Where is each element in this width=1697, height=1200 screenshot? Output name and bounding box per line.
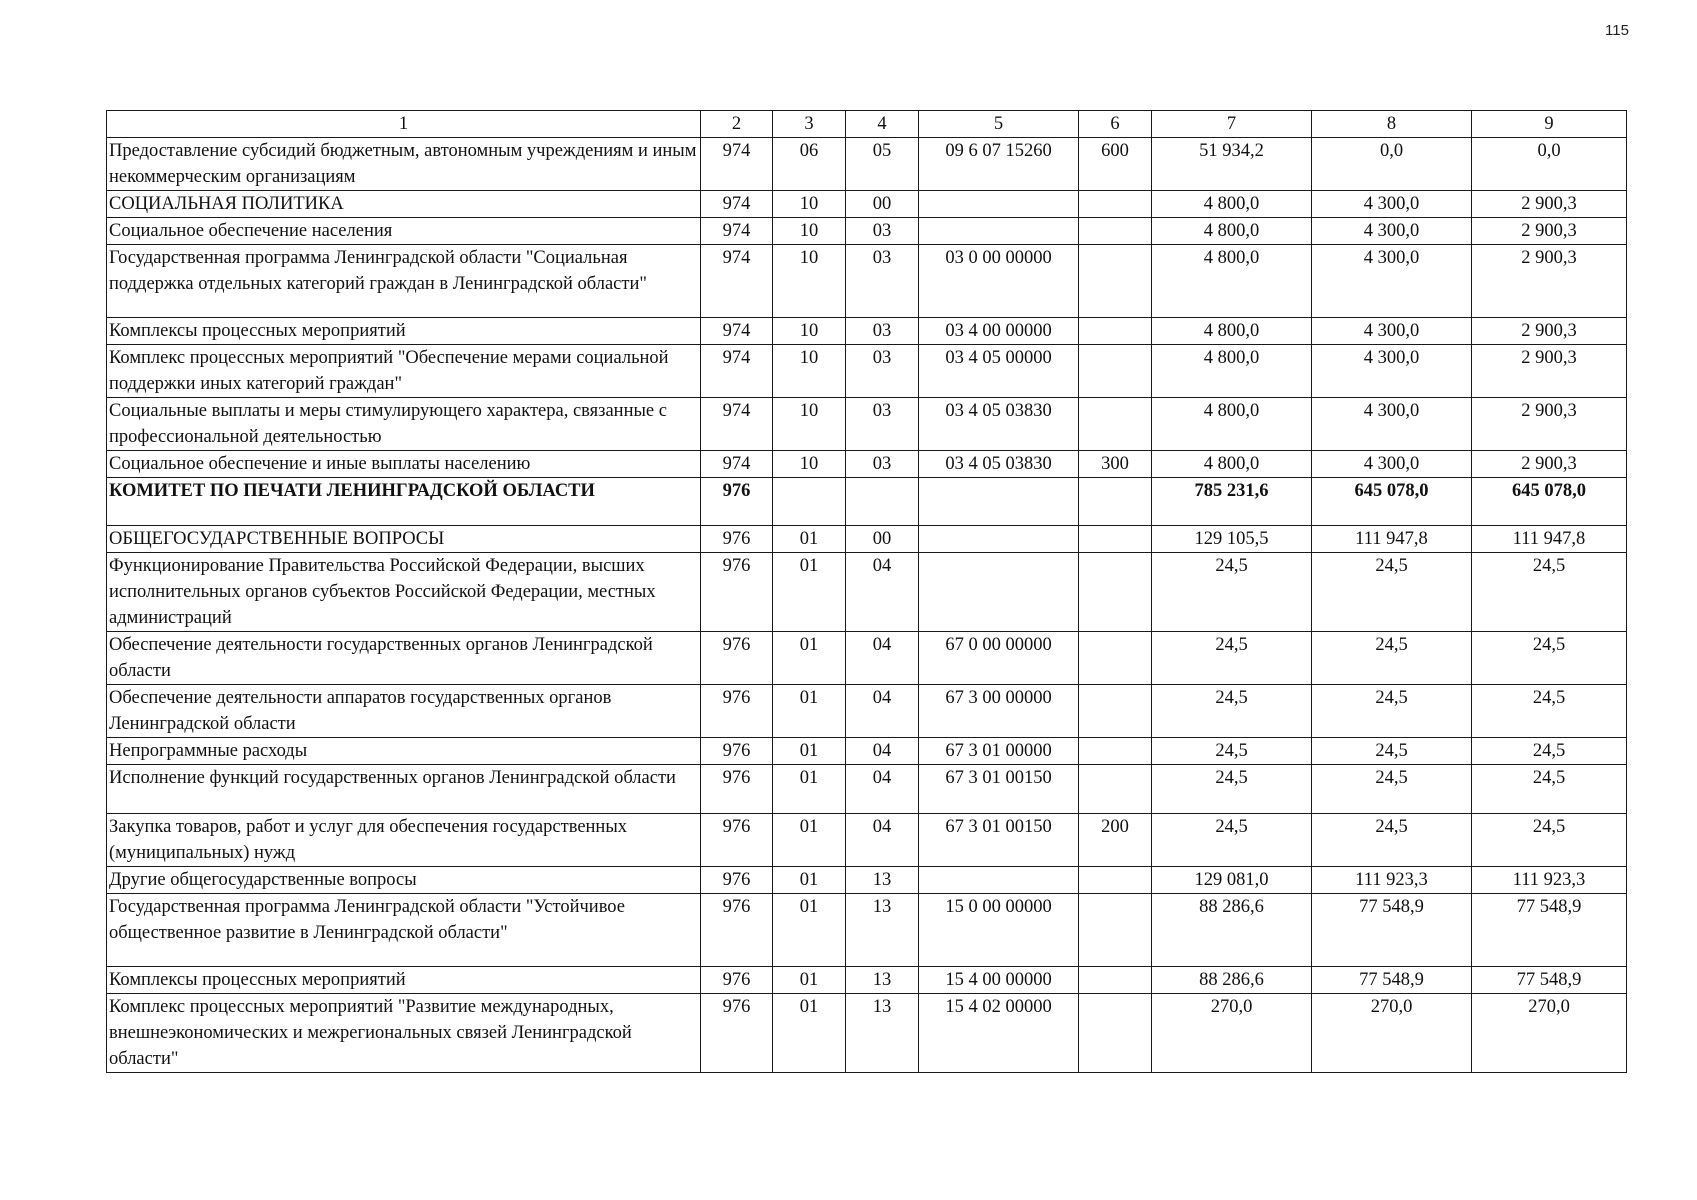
amount-cell-year2: 270,0: [1312, 993, 1472, 1072]
subsection-code-cell: 03: [846, 397, 919, 450]
amount-cell-year3: 24,5: [1472, 685, 1627, 738]
amount-cell-year2: 4 300,0: [1312, 450, 1472, 477]
column-header: 3: [773, 111, 846, 138]
table-row: [107, 218, 1627, 245]
ministry-code-cell: 976: [701, 685, 773, 738]
expense-name-cell: СОЦИАЛЬНАЯ ПОЛИТИКА: [107, 191, 701, 218]
table-header-row: [107, 111, 1627, 138]
target-article-cell: 03 4 05 03830: [919, 450, 1079, 477]
amount-cell-year2: 24,5: [1312, 765, 1472, 814]
amount-cell-year1: 24,5: [1152, 765, 1312, 814]
subsection-code-cell: 03: [846, 450, 919, 477]
expense-type-cell: [1079, 867, 1152, 894]
expense-name-cell: Другие общегосударственные вопросы: [107, 867, 701, 894]
ministry-code-cell: 976: [701, 867, 773, 894]
ministry-code-cell: 976: [701, 765, 773, 814]
table-row: [107, 814, 1627, 867]
expense-name-cell: Социальные выплаты и меры стимулирующего характера, связанные с профессиональной деятельностью: [107, 397, 701, 450]
table-row: [107, 894, 1627, 967]
subsection-code-cell: 03: [846, 218, 919, 245]
expense-name-cell: Функционирование Правительства Российской Федерации, высших исполнительных органов субъектов Российской Федерации, местных администраций: [107, 553, 701, 632]
section-code-cell: 10: [773, 317, 846, 344]
table-row: [107, 138, 1627, 191]
table-row: [107, 245, 1627, 318]
expense-name-cell: Непрограммные расходы: [107, 738, 701, 765]
expense-type-cell: [1079, 397, 1152, 450]
amount-cell-year3: 24,5: [1472, 738, 1627, 765]
amount-cell-year3: 77 548,9: [1472, 894, 1627, 967]
expense-type-cell: [1079, 685, 1152, 738]
amount-cell-year1: 4 800,0: [1152, 218, 1312, 245]
amount-cell-year3: 645 078,0: [1472, 477, 1627, 526]
target-article-cell: 67 3 00 00000: [919, 685, 1079, 738]
table-row: [107, 344, 1627, 397]
section-code-cell: 06: [773, 138, 846, 191]
amount-cell-year1: 4 800,0: [1152, 344, 1312, 397]
section-code-cell: 10: [773, 397, 846, 450]
amount-cell-year3: 2 900,3: [1472, 218, 1627, 245]
table-row: [107, 526, 1627, 553]
amount-cell-year1: 129 081,0: [1152, 867, 1312, 894]
table-row: [107, 317, 1627, 344]
expense-type-cell: [1079, 526, 1152, 553]
budget-table: [106, 110, 1627, 1073]
column-header: 8: [1312, 111, 1472, 138]
amount-cell-year1: 4 800,0: [1152, 317, 1312, 344]
ministry-code-cell: 976: [701, 814, 773, 867]
table-row: [107, 477, 1627, 526]
ministry-code-cell: 976: [701, 632, 773, 685]
expense-type-cell: 600: [1079, 138, 1152, 191]
subsection-code-cell: 13: [846, 966, 919, 993]
amount-cell-year1: 24,5: [1152, 685, 1312, 738]
table-row: [107, 191, 1627, 218]
column-header: 7: [1152, 111, 1312, 138]
subsection-code-cell: 00: [846, 191, 919, 218]
target-article-cell: [919, 191, 1079, 218]
table-row: [107, 765, 1627, 814]
column-header: 6: [1079, 111, 1152, 138]
table-row: [107, 966, 1627, 993]
section-code-cell: 01: [773, 966, 846, 993]
expense-name-cell: Социальное обеспечение населения: [107, 218, 701, 245]
amount-cell-year2: 77 548,9: [1312, 894, 1472, 967]
amount-cell-year3: 111 947,8: [1472, 526, 1627, 553]
ministry-code-cell: 976: [701, 553, 773, 632]
expense-name-cell: КОМИТЕТ ПО ПЕЧАТИ ЛЕНИНГРАДСКОЙ ОБЛАСТИ: [107, 477, 701, 526]
section-code-cell: 10: [773, 344, 846, 397]
amount-cell-year2: 4 300,0: [1312, 191, 1472, 218]
expense-name-cell: Комплекс процессных мероприятий "Обеспечение мерами социальной поддержки иных категорий граждан": [107, 344, 701, 397]
target-article-cell: [919, 867, 1079, 894]
amount-cell-year3: 2 900,3: [1472, 245, 1627, 318]
section-code-cell: 01: [773, 553, 846, 632]
amount-cell-year2: 111 923,3: [1312, 867, 1472, 894]
section-code-cell: 01: [773, 738, 846, 765]
target-article-cell: 15 4 02 00000: [919, 993, 1079, 1072]
target-article-cell: [919, 526, 1079, 553]
target-article-cell: 03 4 05 03830: [919, 397, 1079, 450]
section-code-cell: 01: [773, 632, 846, 685]
ministry-code-cell: 974: [701, 138, 773, 191]
amount-cell-year3: 24,5: [1472, 765, 1627, 814]
expense-name-cell: Предоставление субсидий бюджетным, автономным учреждениям и иным некоммерческим организациям: [107, 138, 701, 191]
amount-cell-year3: 24,5: [1472, 814, 1627, 867]
table-row: [107, 397, 1627, 450]
table-row: [107, 993, 1627, 1072]
amount-cell-year1: 4 800,0: [1152, 450, 1312, 477]
expense-type-cell: 200: [1079, 814, 1152, 867]
target-article-cell: [919, 477, 1079, 526]
expense-type-cell: 300: [1079, 450, 1152, 477]
amount-cell-year2: 4 300,0: [1312, 397, 1472, 450]
ministry-code-cell: 974: [701, 450, 773, 477]
section-code-cell: 01: [773, 993, 846, 1072]
column-header: 9: [1472, 111, 1627, 138]
ministry-code-cell: 976: [701, 966, 773, 993]
subsection-code-cell: 13: [846, 867, 919, 894]
target-article-cell: 09 6 07 15260: [919, 138, 1079, 191]
amount-cell-year1: 4 800,0: [1152, 245, 1312, 318]
section-code-cell: [773, 477, 846, 526]
subsection-code-cell: 04: [846, 738, 919, 765]
column-header: 5: [919, 111, 1079, 138]
amount-cell-year3: 24,5: [1472, 632, 1627, 685]
section-code-cell: 01: [773, 894, 846, 967]
amount-cell-year3: 24,5: [1472, 553, 1627, 632]
table-row: [107, 450, 1627, 477]
expense-name-cell: Обеспечение деятельности государственных органов Ленинградской области: [107, 632, 701, 685]
amount-cell-year2: 0,0: [1312, 138, 1472, 191]
amount-cell-year3: 2 900,3: [1472, 317, 1627, 344]
amount-cell-year3: 2 900,3: [1472, 344, 1627, 397]
amount-cell-year2: 111 947,8: [1312, 526, 1472, 553]
amount-cell-year1: 88 286,6: [1152, 894, 1312, 967]
expense-name-cell: ОБЩЕГОСУДАРСТВЕННЫЕ ВОПРОСЫ: [107, 526, 701, 553]
expense-type-cell: [1079, 245, 1152, 318]
target-article-cell: 03 4 00 00000: [919, 317, 1079, 344]
subsection-code-cell: 04: [846, 553, 919, 632]
subsection-code-cell: 04: [846, 765, 919, 814]
section-code-cell: 01: [773, 867, 846, 894]
amount-cell-year3: 2 900,3: [1472, 191, 1627, 218]
amount-cell-year2: 24,5: [1312, 553, 1472, 632]
expense-name-cell: Государственная программа Ленинградской области "Социальная поддержка отдельных категорий граждан в Ленинградской области": [107, 245, 701, 318]
amount-cell-year3: 270,0: [1472, 993, 1627, 1072]
target-article-cell: 67 0 00 00000: [919, 632, 1079, 685]
table-row: [107, 632, 1627, 685]
amount-cell-year1: 24,5: [1152, 632, 1312, 685]
subsection-code-cell: [846, 477, 919, 526]
expense-type-cell: [1079, 317, 1152, 344]
amount-cell-year1: 24,5: [1152, 738, 1312, 765]
subsection-code-cell: 04: [846, 632, 919, 685]
ministry-code-cell: 976: [701, 993, 773, 1072]
section-code-cell: 10: [773, 245, 846, 318]
page-number: 115: [1605, 22, 1629, 39]
expense-name-cell: Обеспечение деятельности аппаратов государственных органов Ленинградской области: [107, 685, 701, 738]
amount-cell-year1: 24,5: [1152, 553, 1312, 632]
amount-cell-year2: 4 300,0: [1312, 317, 1472, 344]
expense-name-cell: Социальное обеспечение и иные выплаты населению: [107, 450, 701, 477]
target-article-cell: [919, 218, 1079, 245]
amount-cell-year2: 4 300,0: [1312, 344, 1472, 397]
amount-cell-year2: 24,5: [1312, 814, 1472, 867]
ministry-code-cell: 976: [701, 894, 773, 967]
expense-name-cell: Комплексы процессных мероприятий: [107, 317, 701, 344]
amount-cell-year1: 88 286,6: [1152, 966, 1312, 993]
target-article-cell: 67 3 01 00150: [919, 814, 1079, 867]
column-header: 2: [701, 111, 773, 138]
amount-cell-year1: 24,5: [1152, 814, 1312, 867]
target-article-cell: 15 4 00 00000: [919, 966, 1079, 993]
amount-cell-year1: 51 934,2: [1152, 138, 1312, 191]
section-code-cell: 01: [773, 685, 846, 738]
expense-type-cell: [1079, 477, 1152, 526]
column-header: 1: [107, 111, 701, 138]
subsection-code-cell: 00: [846, 526, 919, 553]
amount-cell-year2: 24,5: [1312, 632, 1472, 685]
subsection-code-cell: 03: [846, 245, 919, 318]
amount-cell-year2: 4 300,0: [1312, 218, 1472, 245]
amount-cell-year2: 645 078,0: [1312, 477, 1472, 526]
amount-cell-year1: 4 800,0: [1152, 397, 1312, 450]
expense-type-cell: [1079, 738, 1152, 765]
ministry-code-cell: 974: [701, 245, 773, 318]
target-article-cell: 67 3 01 00000: [919, 738, 1079, 765]
table-body: [107, 138, 1627, 1073]
amount-cell-year3: 2 900,3: [1472, 397, 1627, 450]
expense-type-cell: [1079, 765, 1152, 814]
expense-name-cell: Закупка товаров, работ и услуг для обеспечения государственных (муниципальных) нужд: [107, 814, 701, 867]
expense-type-cell: [1079, 191, 1152, 218]
section-code-cell: 10: [773, 450, 846, 477]
amount-cell-year1: 785 231,6: [1152, 477, 1312, 526]
expense-name-cell: Исполнение функций государственных органов Ленинградской области: [107, 765, 701, 814]
amount-cell-year1: 270,0: [1152, 993, 1312, 1072]
amount-cell-year2: 24,5: [1312, 738, 1472, 765]
amount-cell-year1: 4 800,0: [1152, 191, 1312, 218]
amount-cell-year2: 77 548,9: [1312, 966, 1472, 993]
ministry-code-cell: 974: [701, 218, 773, 245]
subsection-code-cell: 03: [846, 344, 919, 397]
column-header: 4: [846, 111, 919, 138]
section-code-cell: 01: [773, 526, 846, 553]
amount-cell-year1: 129 105,5: [1152, 526, 1312, 553]
amount-cell-year3: 2 900,3: [1472, 450, 1627, 477]
target-article-cell: [919, 553, 1079, 632]
target-article-cell: 15 0 00 00000: [919, 894, 1079, 967]
expense-type-cell: [1079, 632, 1152, 685]
table-row: [107, 867, 1627, 894]
ministry-code-cell: 974: [701, 191, 773, 218]
target-article-cell: 03 0 00 00000: [919, 245, 1079, 318]
table-row: [107, 553, 1627, 632]
ministry-code-cell: 974: [701, 397, 773, 450]
section-code-cell: 01: [773, 765, 846, 814]
expense-name-cell: Комплекс процессных мероприятий "Развитие международных, внешнеэкономических и межрегиональных связей Ленинградской области": [107, 993, 701, 1072]
section-code-cell: 10: [773, 218, 846, 245]
subsection-code-cell: 13: [846, 993, 919, 1072]
amount-cell-year3: 0,0: [1472, 138, 1627, 191]
expense-type-cell: [1079, 966, 1152, 993]
subsection-code-cell: 04: [846, 685, 919, 738]
subsection-code-cell: 04: [846, 814, 919, 867]
amount-cell-year2: 4 300,0: [1312, 245, 1472, 318]
expense-type-cell: [1079, 218, 1152, 245]
amount-cell-year3: 77 548,9: [1472, 966, 1627, 993]
table-row: [107, 685, 1627, 738]
ministry-code-cell: 974: [701, 317, 773, 344]
amount-cell-year2: 24,5: [1312, 685, 1472, 738]
expense-name-cell: Комплексы процессных мероприятий: [107, 966, 701, 993]
expense-type-cell: [1079, 894, 1152, 967]
ministry-code-cell: 976: [701, 738, 773, 765]
expense-name-cell: Государственная программа Ленинградской области "Устойчивое общественное развитие в Ленинградской области": [107, 894, 701, 967]
section-code-cell: 01: [773, 814, 846, 867]
table-row: [107, 738, 1627, 765]
target-article-cell: 67 3 01 00150: [919, 765, 1079, 814]
ministry-code-cell: 976: [701, 526, 773, 553]
ministry-code-cell: 974: [701, 344, 773, 397]
subsection-code-cell: 03: [846, 317, 919, 344]
ministry-code-cell: 976: [701, 477, 773, 526]
amount-cell-year3: 111 923,3: [1472, 867, 1627, 894]
section-code-cell: 10: [773, 191, 846, 218]
expense-type-cell: [1079, 993, 1152, 1072]
subsection-code-cell: 05: [846, 138, 919, 191]
target-article-cell: 03 4 05 00000: [919, 344, 1079, 397]
expense-type-cell: [1079, 553, 1152, 632]
subsection-code-cell: 13: [846, 894, 919, 967]
expense-type-cell: [1079, 344, 1152, 397]
